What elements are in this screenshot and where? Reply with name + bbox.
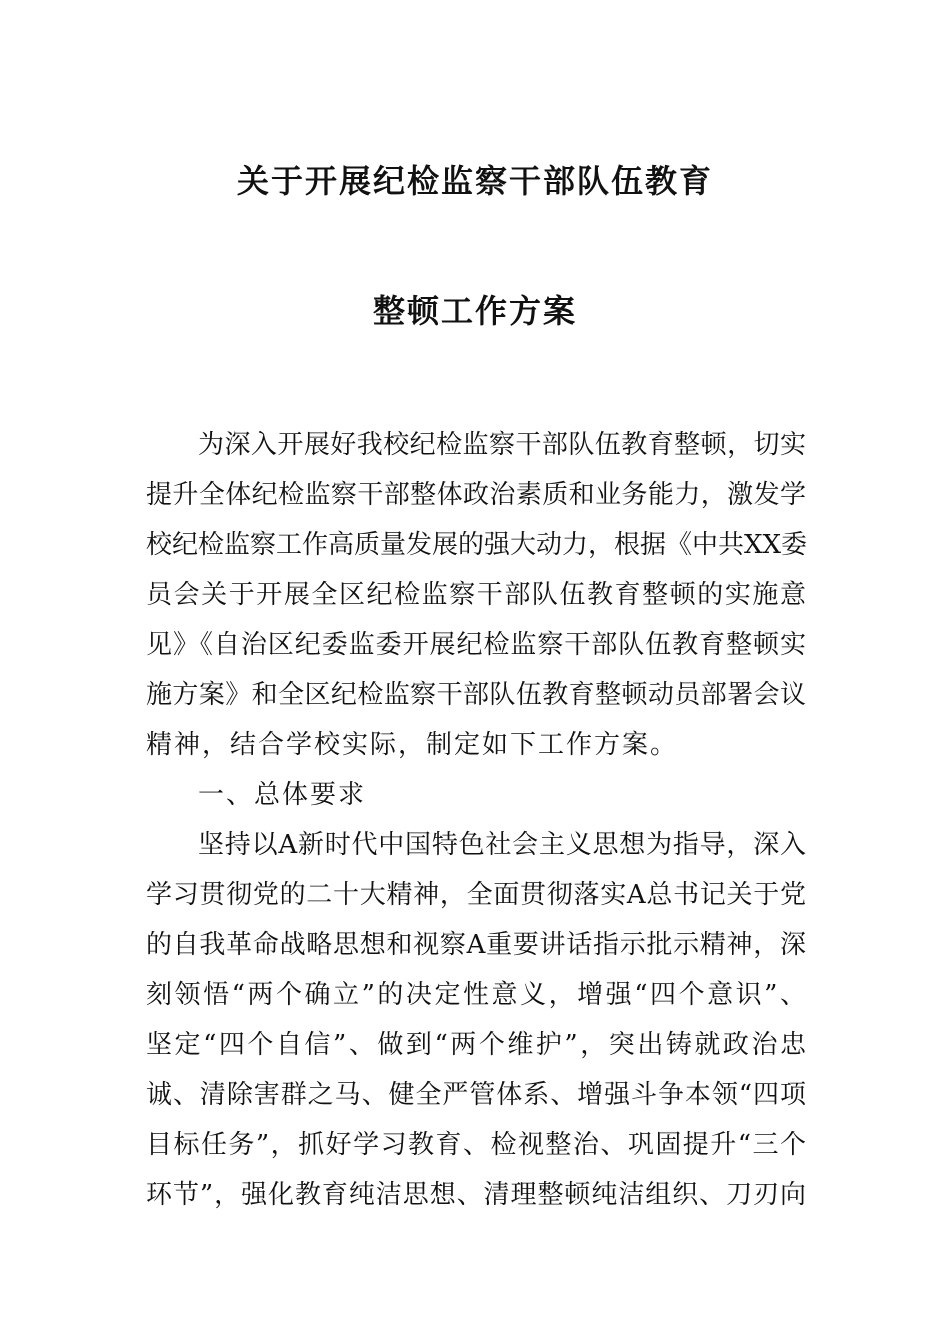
text-line: 精神，结合学校实际，制定如下工作方案。 [146,730,679,760]
text-line: 坚持以A新时代中国特色社会主义思想为指导，深入 [198,830,806,860]
text-line: 诚、清除害群之马、健全严管体系、增强斗争本领“四项 [146,1080,806,1110]
text-line: 学习贯彻党的二十大精神，全面贯彻落实A总书记关于党 [146,880,806,910]
text-line: 校纪检监察工作高质量发展的强大动力，根据《中共XX委 [146,530,808,560]
paragraph-intro [146,420,806,770]
text-line: 目标任务”，抓好学习教育、检视整治、巩固提升“三个 [146,1130,806,1160]
text-line: 为深入开展好我校纪检监察干部队伍教育整顿，切实 [198,430,806,460]
text-line: 施方案》和全区纪检监察干部队伍教育整顿动员部署会议 [146,680,806,710]
text-line: 见》《自治区纪委监委开展纪检监察干部队伍教育整顿实 [146,630,806,660]
section-heading: 一、总体要求 [198,780,367,810]
text-line: 刻领悟“两个确立”的决定性意义，增强“四个意识”、 [146,980,806,1010]
text-line: 环节”，强化教育纯洁思想、清理整顿纯洁组织、刀刃向 [146,1180,806,1210]
text-line: 提升全体纪检监察干部整体政治素质和业务能力，激发学 [146,480,806,510]
text-line: 员会关于开展全区纪检监察干部队伍教育整顿的实施意 [146,580,806,610]
text-line: 坚定“四个自信”、做到“两个维护”，突出铸就政治忠 [146,1030,806,1060]
document-body [146,420,806,1220]
document-title-line-1: 关于开展纪检监察干部队伍教育 [236,162,713,200]
text-line: 的自我革命战略思想和视察A重要讲话指示批示精神，深 [146,930,806,960]
paragraph-general-requirements [146,820,806,1220]
document-title-line-2: 整顿工作方案 [372,292,577,330]
